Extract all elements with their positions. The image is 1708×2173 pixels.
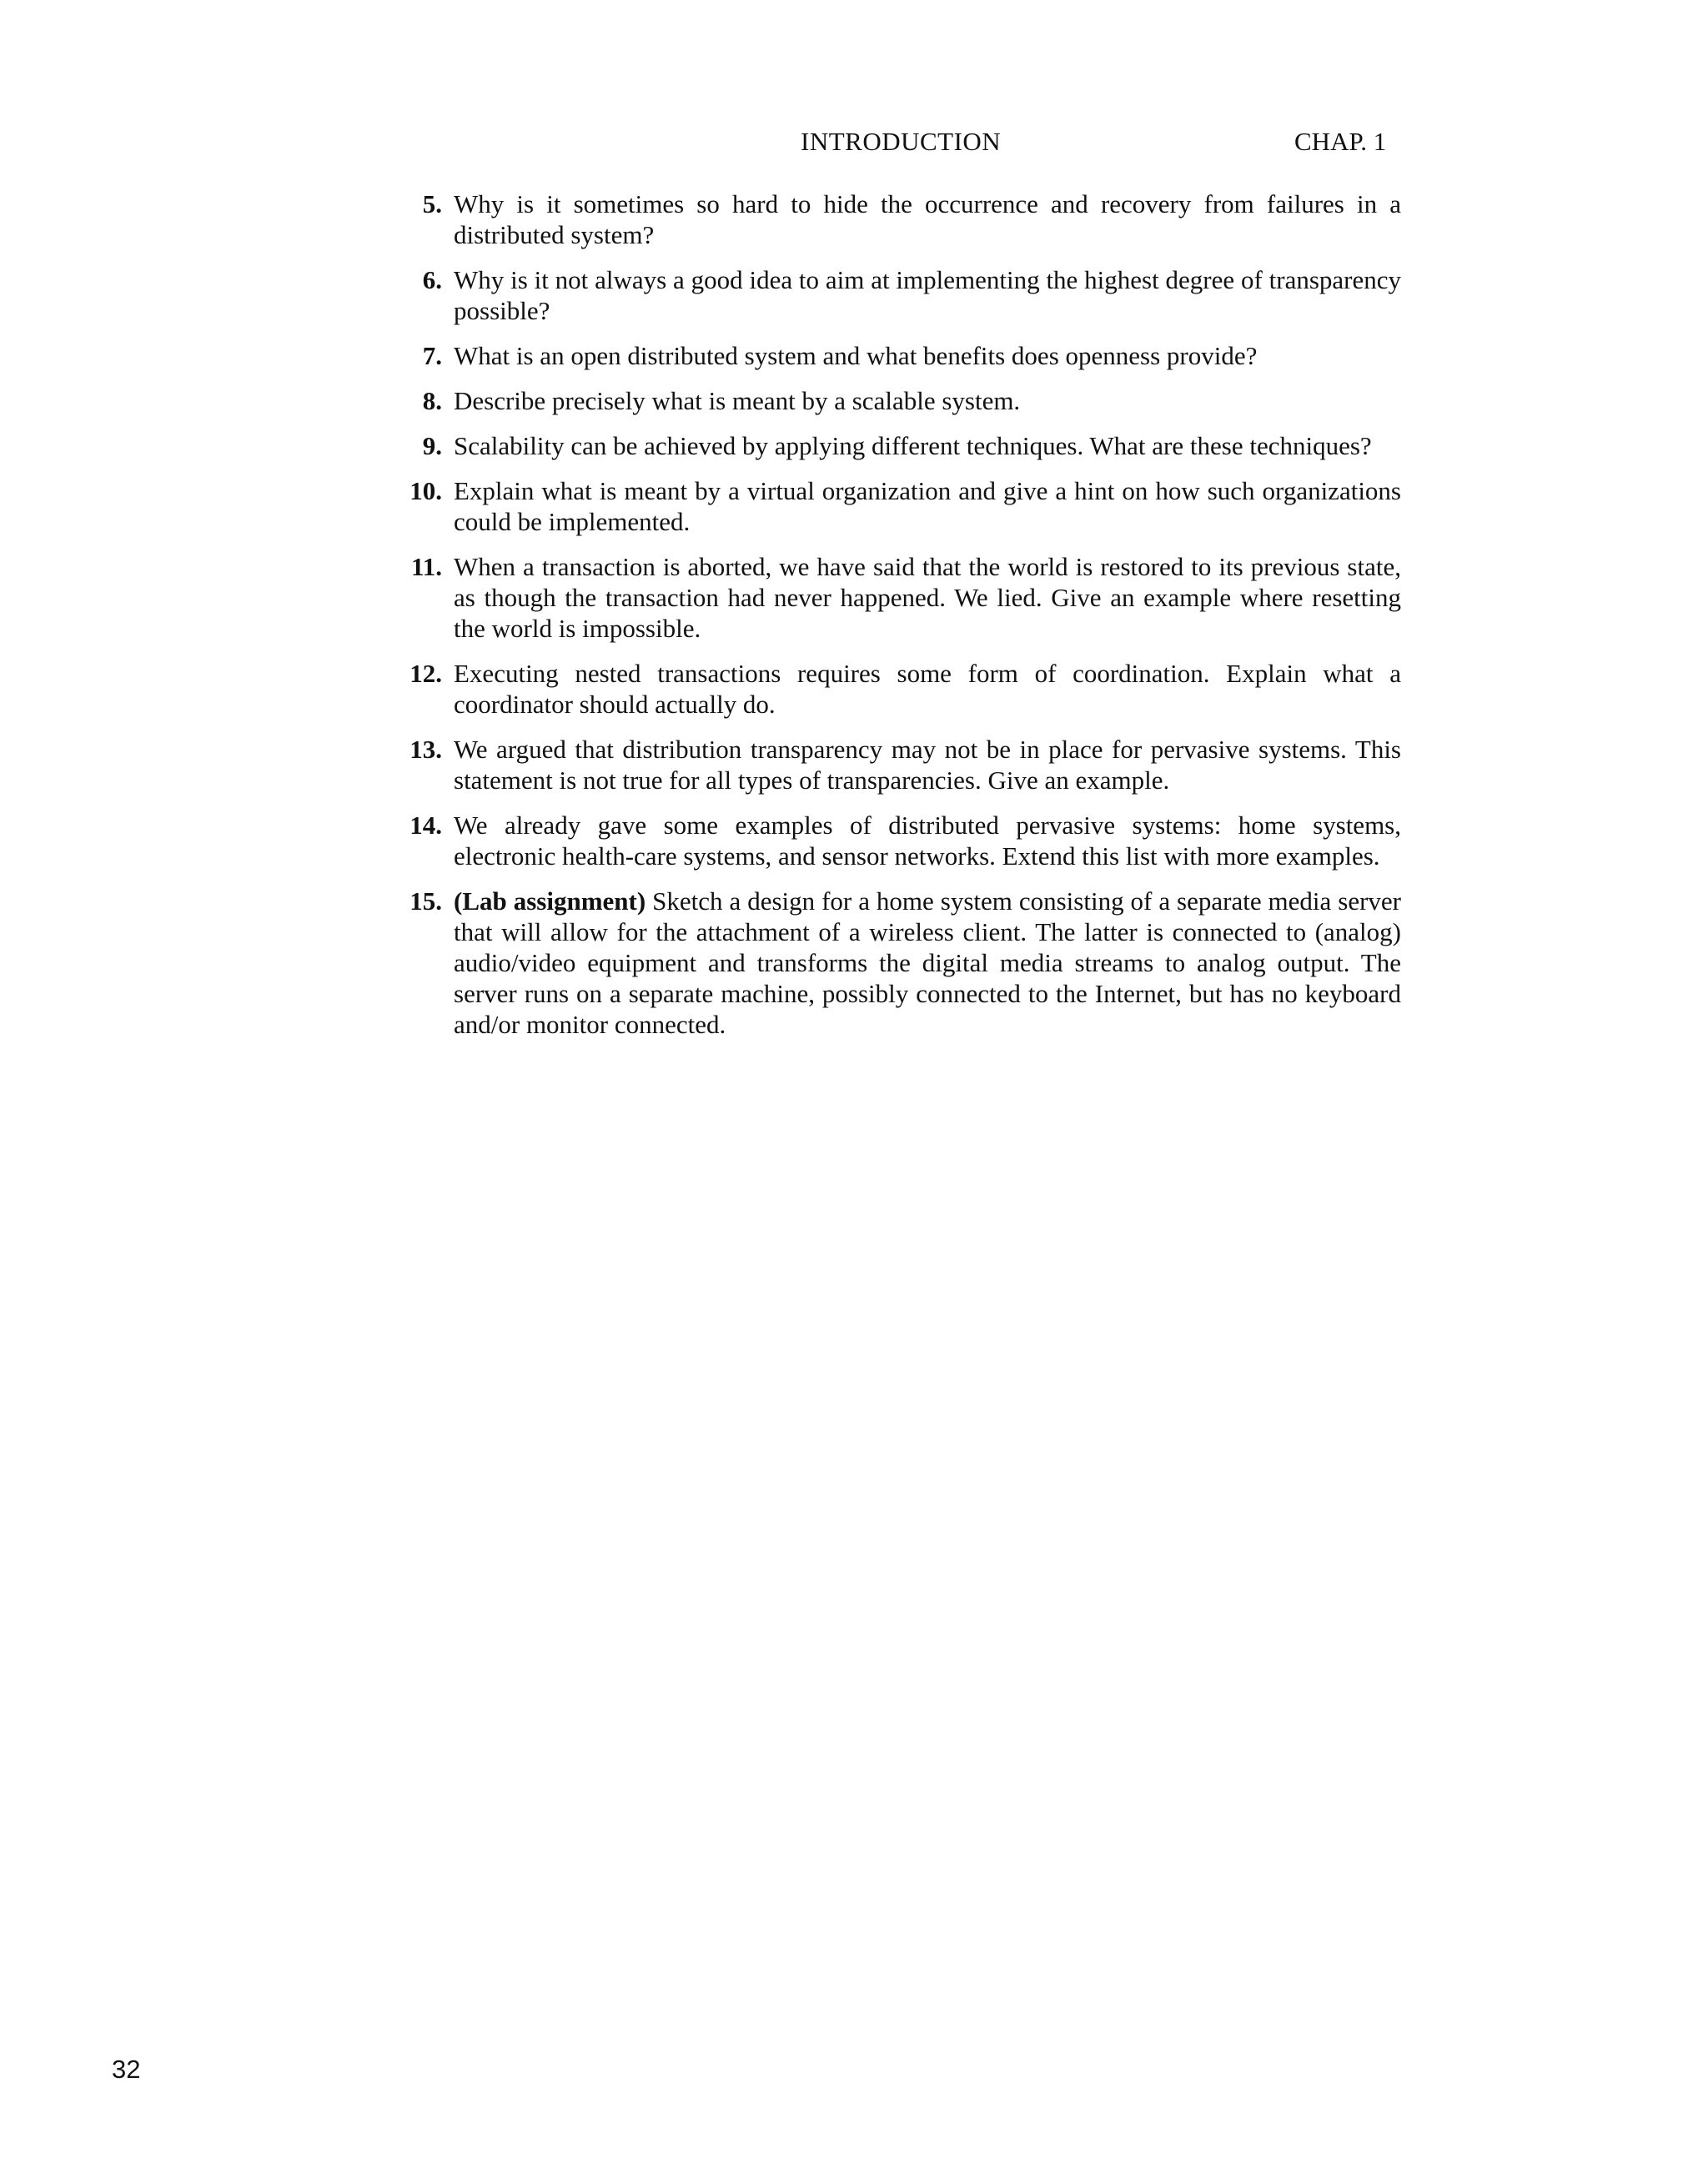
exercise-number: 10. [409, 476, 442, 505]
exercise-item [392, 385, 1401, 416]
exercise-number: 5. [422, 189, 442, 218]
exercise-item [392, 886, 1401, 1040]
exercise-number: 6. [422, 265, 442, 294]
exercise-item [392, 340, 1401, 371]
exercise-item [392, 475, 1401, 537]
exercise-number: 13. [409, 735, 442, 764]
exercise-text: We already gave some examples of distributed pervasive systems: home systems, electronic health-care systems, and sensor networks. Extend this list with more examples. [454, 810, 1401, 871]
running-head [0, 127, 1708, 163]
exercise-item [392, 264, 1401, 326]
exercise-text: Explain what is meant by a virtual organization and give a hint on how such organizations could be implemented. [454, 476, 1401, 536]
exercise-number: 11. [410, 552, 442, 581]
running-head-chapter: CHAP. 1 [1294, 127, 1387, 156]
exercise-number: 7. [422, 341, 442, 370]
exercise-text: Executing nested transactions requires some form of coordination. Explain what a coordinator should actually do. [454, 659, 1401, 719]
exercise-number: 14. [409, 810, 442, 840]
exercise-number: 15. [409, 886, 442, 916]
exercise-text: What is an open distributed system and what benefits does openness provide? [454, 341, 1258, 370]
exercise-list [392, 188, 1401, 1054]
exercise-lab-tag: (Lab assignment) [454, 886, 646, 916]
exercise-item [392, 188, 1401, 250]
exercise-text: Scalability can be achieved by applying different techniques. What are these techniques? [454, 431, 1372, 460]
exercise-number: 8. [422, 386, 442, 415]
exercise-number: 12. [409, 659, 442, 688]
exercise-text: We argued that distribution transparency may not be in place for pervasive systems. This statement is not true for all types of transparencies. Give an example. [454, 735, 1401, 795]
exercise-item [392, 810, 1401, 871]
running-head-title: INTRODUCTION [801, 127, 1002, 156]
exercise-item [392, 551, 1401, 644]
exercise-text: Why is it not always a good idea to aim at implementing the highest degree of transparency possible? [454, 265, 1401, 325]
exercise-item [392, 658, 1401, 720]
exercise-text: When a transaction is aborted, we have said that the world is restored to its previous state, as though the transaction had never happened. We lied. Give an example where resetting the world is impossible. [454, 552, 1401, 643]
exercise-item [392, 734, 1401, 795]
exercise-text: Describe precisely what is meant by a scalable system. [454, 386, 1021, 415]
exercise-text: Why is it sometimes so hard to hide the occurrence and recovery from failures in a distributed system? [454, 189, 1401, 249]
exercise-text: Sketch a design for a home system consisting of a separate media server that will allow for the attachment of a wireless client. The latter is connected to (analog) audio/video equipment and transforms the digital media streams to analog output. The server runs on a separate machine, possibly connected to the Internet, but has no keyboard and/or monitor connected. [454, 886, 1401, 1039]
exercise-item [392, 430, 1401, 461]
exercise-number: 9. [422, 431, 442, 460]
page-number: 32 [112, 2055, 141, 2084]
